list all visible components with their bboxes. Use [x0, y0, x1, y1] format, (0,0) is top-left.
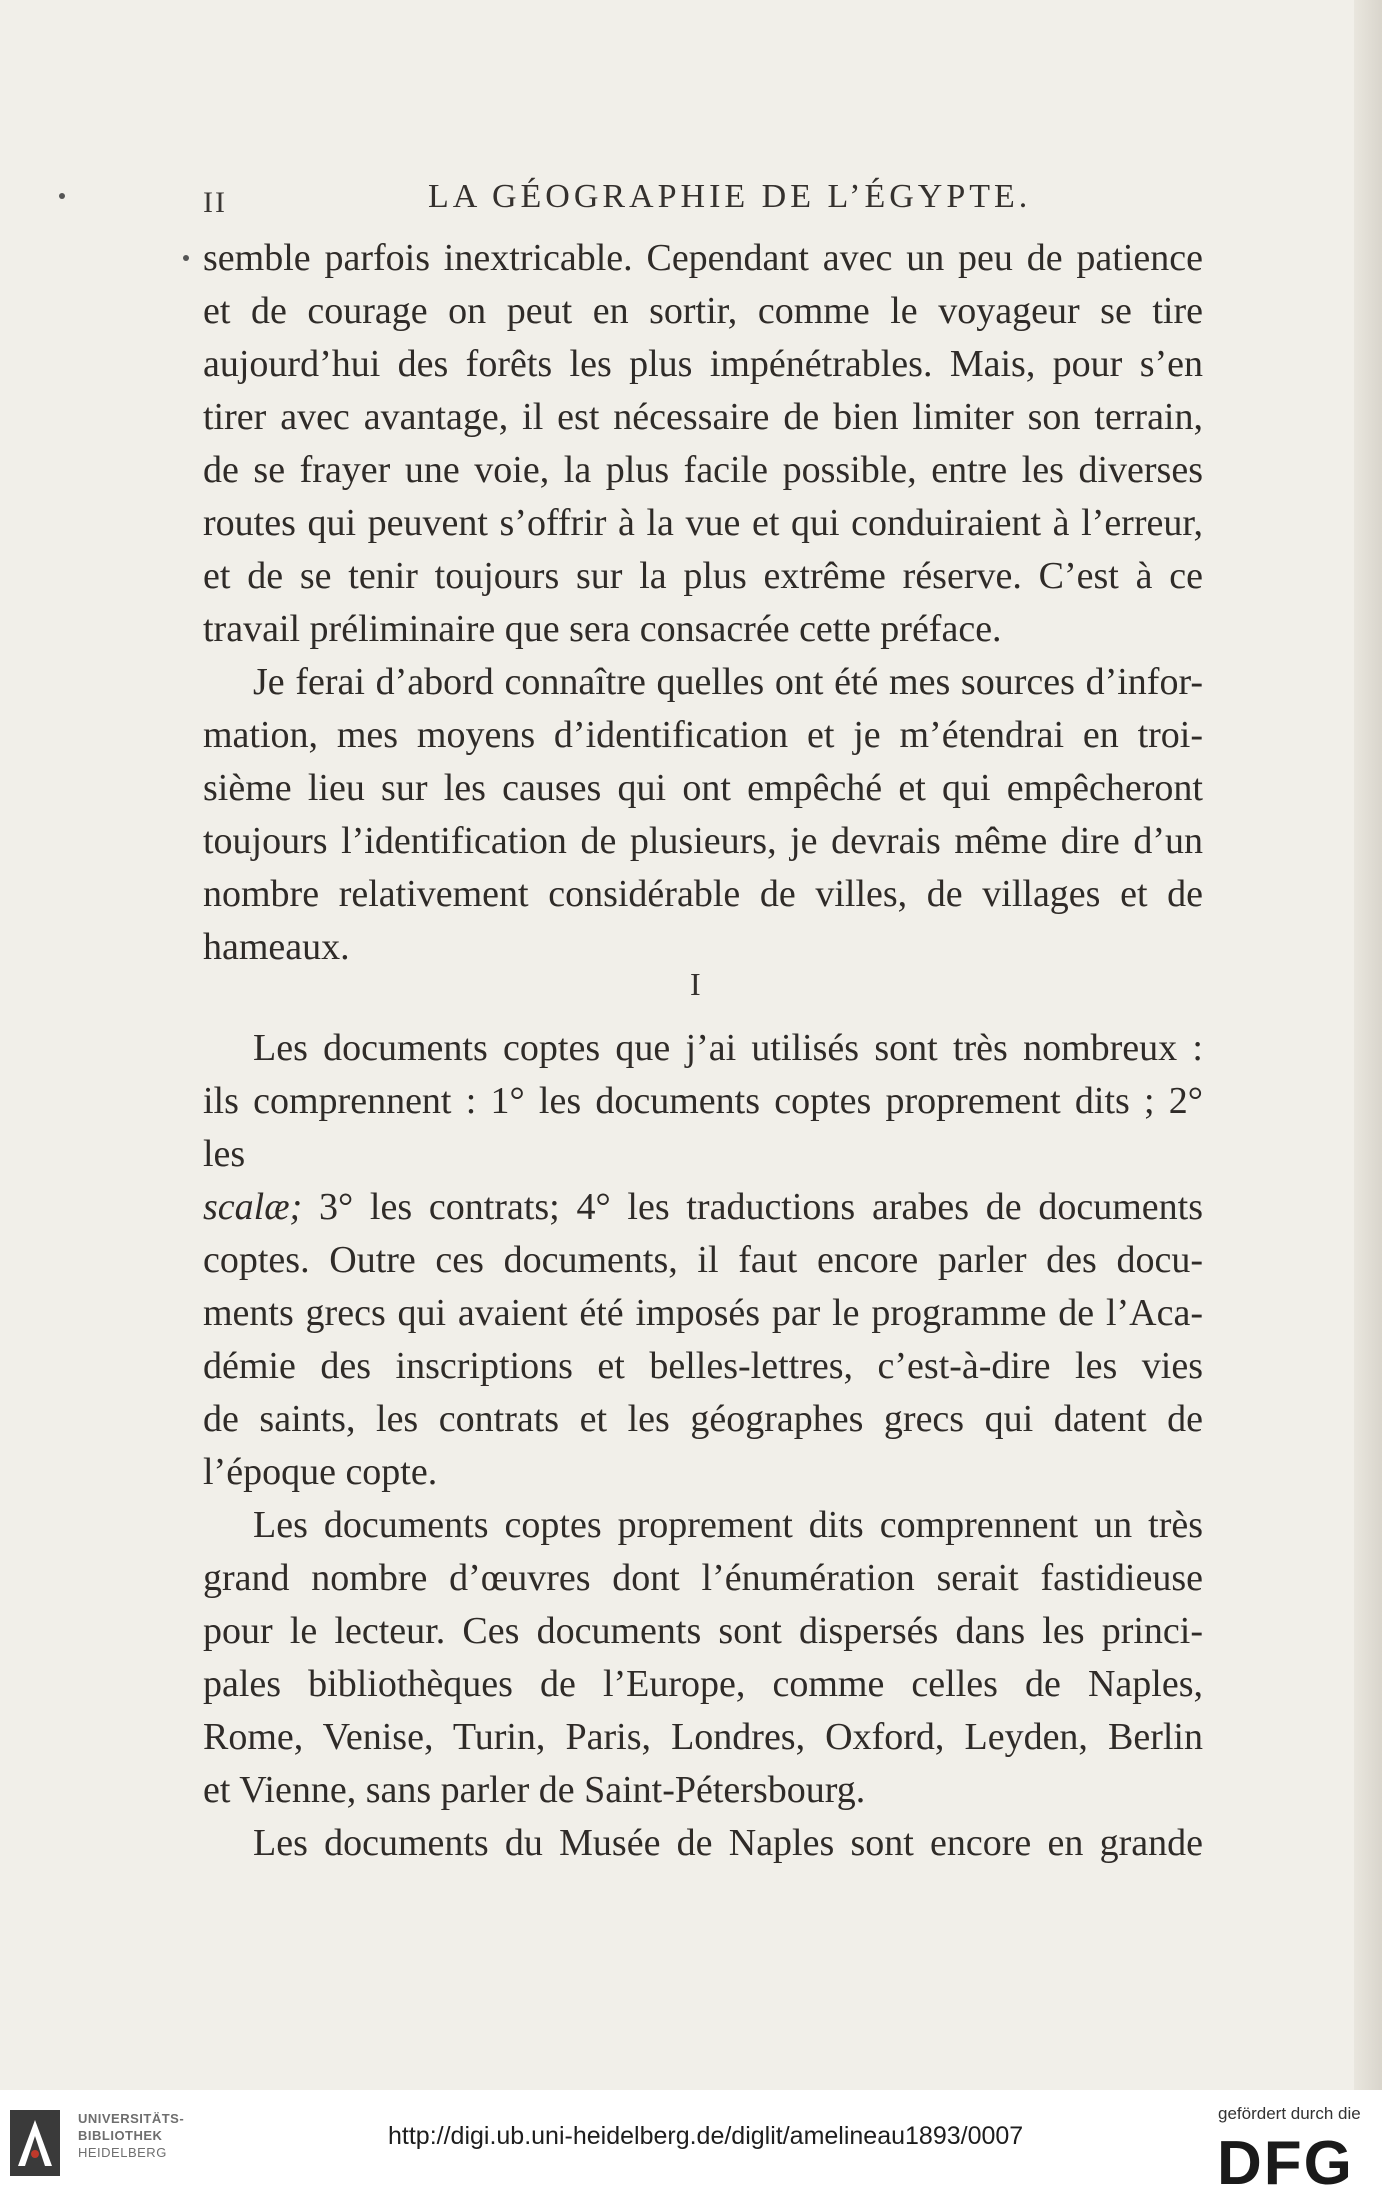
footer-bar [0, 2090, 1382, 2207]
text-line: démie des inscriptions et belles-lettres, c’est-à-dire les vies [203, 1345, 1203, 1387]
text-block-bottom [203, 1022, 1203, 1870]
text-line: Rome, Venise, Turin, Paris, Londres, Oxford, Leyden, Berlin [203, 1716, 1203, 1758]
text-line: travail préliminaire que sera consacrée cette préface. [203, 608, 1002, 650]
text-line: sième lieu sur les causes qui ont empêché et qui empêcheront [203, 767, 1203, 809]
text-line: et Vienne, sans parler de Saint-Pétersbourg. [203, 1769, 866, 1811]
dfg-logo-text: DFG [1217, 2130, 1354, 2192]
text-line: ils comprennent : 1° les documents coptes proprement dits ; 2° les [203, 1080, 1203, 1175]
text-line: Je ferai d’abord connaître quelles ont été mes sources d’infor- [253, 661, 1203, 703]
library-name [78, 2110, 184, 2161]
permalink-url[interactable]: http://digi.ub.uni-heidelberg.de/diglit/amelineau1893/0007 [388, 2122, 1024, 2150]
dfg-logo [1215, 2130, 1365, 2192]
page-edge-shadow [1354, 0, 1382, 2090]
text-line: tirer avec avantage, il est nécessaire de bien limiter son terrain, [203, 396, 1203, 438]
text-line: aujourd’hui des forêts les plus impénétrables. Mais, pour s’en [203, 343, 1203, 385]
text-line: nombre relativement considérable de villes, de villages et de [203, 873, 1203, 915]
logo-dot [31, 2150, 39, 2158]
speck [183, 255, 189, 261]
text-line: grand nombre d’œuvres dont l’énumération serait fastidieuse [203, 1557, 1203, 1599]
text-line: toujours l’identification de plusieurs, je devrais même dire d’un [203, 820, 1203, 862]
speck [59, 193, 65, 199]
library-name-line: HEIDELBERG [78, 2145, 167, 2160]
text-line: et de se tenir toujours sur la plus extrême réserve. C’est à ce [203, 555, 1203, 597]
text-line: de se frayer une voie, la plus facile possible, entre les diverses [203, 449, 1203, 491]
text-line: pour le lecteur. Ces documents sont dispersés dans les princi- [203, 1610, 1203, 1652]
text-line: et de courage on peut en sortir, comme le voyageur se tire [203, 290, 1203, 332]
page-number: II [203, 186, 227, 219]
running-head [203, 178, 1203, 218]
text-line [203, 1181, 1203, 1234]
university-library-logo [8, 2108, 62, 2178]
text-line: Les documents coptes que j’ai utilisés sont très nombreux : [253, 1027, 1203, 1069]
text-line: semble parfois inextricable. Cependant avec un peu de patience [203, 237, 1203, 279]
text-line: routes qui peuvent s’offrir à la vue et qui conduiraient à l’erreur, [203, 502, 1203, 544]
text-line: coptes. Outre ces documents, il faut encore parler des docu- [203, 1239, 1203, 1281]
italic-term: scalæ; [203, 1186, 303, 1228]
text-line: de saints, les contrats et les géographes grecs qui datent de [203, 1398, 1203, 1440]
text-line: hameaux. [203, 926, 350, 968]
text-line: Les documents coptes proprement dits comprennent un très [253, 1504, 1203, 1546]
library-name-line: BIBLIOTHEK [78, 2128, 163, 2143]
text-line: Les documents du Musée de Naples sont encore en grande [253, 1822, 1203, 1864]
text-block-top [203, 232, 1203, 974]
text-line: ments grecs qui avaient été imposés par le programme de l’Aca- [203, 1292, 1203, 1334]
running-title: LA GÉOGRAPHIE DE L’ÉGYPTE. [428, 178, 1032, 215]
sponsor-caption: gefördert durch die [1218, 2104, 1361, 2123]
text-line: pales bibliothèques de l’Europe, comme celles de Naples, [203, 1663, 1203, 1705]
text-line-rest: 3° les contrats; 4° les traductions arabes de documents [318, 1186, 1203, 1228]
text-line: l’époque copte. [203, 1451, 438, 1493]
text-line: mation, mes moyens d’identification et je m’étendrai en troi- [203, 714, 1203, 756]
section-heading: I [690, 966, 701, 1002]
logo-background [10, 2110, 60, 2176]
library-name-line: UNIVERSITÄTS- [78, 2111, 185, 2126]
